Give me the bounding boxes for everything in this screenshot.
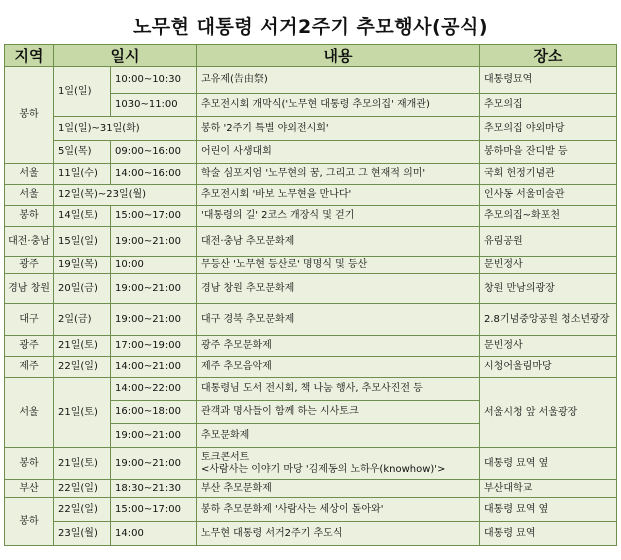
- content-cell: 학술 심포지엄 '노무현의 꿈, 그리고 그 현재적 의미': [197, 164, 480, 185]
- table-row: [5, 304, 617, 336]
- venue-cell: 대통령 묘역 옆: [480, 498, 617, 522]
- content-cell: 봉하 '2주기 특별 야외전시회': [197, 117, 480, 141]
- table-row: [5, 498, 617, 522]
- time-cell: 14:00~21:00: [111, 357, 197, 378]
- date-cell: 22일(일): [54, 498, 111, 522]
- region-cell: 봉하: [5, 498, 54, 546]
- content-cell: 대통령님 도서 전시회, 책 나눔 행사, 추모사진전 등: [197, 378, 480, 401]
- date-cell: 14일(토): [54, 206, 111, 227]
- date-cell: 5일(목): [54, 141, 111, 164]
- region-cell: 대구: [5, 304, 54, 336]
- date-cell: 21일(토): [54, 378, 111, 448]
- content-cell: '대통령의 길' 2코스 개장식 및 걷기: [197, 206, 480, 227]
- table-row: [5, 67, 617, 94]
- region-cell: 제주: [5, 357, 54, 378]
- time-cell: 18:30~21:30: [111, 480, 197, 498]
- time-cell: 19:00~21:00: [111, 227, 197, 257]
- header-region: 지역: [5, 45, 54, 67]
- content-cell: 노무현 대통령 서거2주기 추도식: [197, 522, 480, 546]
- venue-cell: 추모의집~화포천: [480, 206, 617, 227]
- date-cell: 21일(토): [54, 336, 111, 357]
- venue-cell: 대통령묘역: [480, 67, 617, 94]
- region-cell: 서울: [5, 378, 54, 448]
- date-cell: 22일(일): [54, 480, 111, 498]
- time-cell: 17:00~19:00: [111, 336, 197, 357]
- content-cell: 어린이 사생대회: [197, 141, 480, 164]
- date-cell: 11일(수): [54, 164, 111, 185]
- header-content: 내용: [197, 45, 480, 67]
- venue-cell: 추모의집: [480, 94, 617, 117]
- content-cell: 제주 추모음악제: [197, 357, 480, 378]
- venue-cell: 부산대학교: [480, 480, 617, 498]
- content-cell: 대구 경북 추모문화제: [197, 304, 480, 336]
- date-cell: 1일(일): [54, 67, 111, 117]
- table-row: [5, 357, 617, 378]
- time-cell: 15:00~17:00: [111, 498, 197, 522]
- date-cell: 15일(일): [54, 227, 111, 257]
- time-cell: 19:00~21:00: [111, 304, 197, 336]
- date-cell: 22일(일): [54, 357, 111, 378]
- region-cell: 광주: [5, 257, 54, 274]
- venue-cell: 인사동 서울미술관: [480, 185, 617, 206]
- content-line-1: 토크콘서트: [201, 451, 250, 463]
- content-cell: [197, 448, 480, 480]
- content-cell: 광주 추모문화제: [197, 336, 480, 357]
- table-row: [5, 522, 617, 546]
- date-cell: 12일(목)~23일(월): [54, 185, 197, 206]
- page-title: 노무현 대통령 서거2주기 추모행사(공식): [132, 16, 489, 38]
- region-cell: 서울: [5, 185, 54, 206]
- venue-cell: 2.8기념중앙공원 청소년광장: [480, 304, 617, 336]
- table-row: [5, 336, 617, 357]
- content-cell: 부산 추모문화제: [197, 480, 480, 498]
- region-cell: 서울: [5, 164, 54, 185]
- content-cell: 관객과 명사들이 함께 하는 시사토크: [197, 401, 480, 424]
- region-cell: 대전·충남: [5, 227, 54, 257]
- time-cell: 10:00: [111, 257, 197, 274]
- venue-cell: 창원 만남의광장: [480, 274, 617, 304]
- content-cell: 추모전시회 '바보 노무현을 만나다': [197, 185, 480, 206]
- content-cell: 고유제(告由祭): [197, 67, 480, 94]
- content-cell: 경남 창원 추모문화제: [197, 274, 480, 304]
- venue-cell: 국회 헌정기념관: [480, 164, 617, 185]
- header-row: [5, 45, 617, 67]
- time-cell: 14:00~16:00: [111, 164, 197, 185]
- venue-cell: 대통령 묘역: [480, 522, 617, 546]
- table-row: [5, 227, 617, 257]
- table-row: [5, 206, 617, 227]
- date-cell: 23일(월): [54, 522, 111, 546]
- time-cell: 09:00~16:00: [111, 141, 197, 164]
- region-cell: 광주: [5, 336, 54, 357]
- table-row: [5, 378, 617, 401]
- region-cell: 봉하: [5, 67, 54, 164]
- time-cell: 1030~11:00: [111, 94, 197, 117]
- table-row: [5, 164, 617, 185]
- venue-cell: 문빈정사: [480, 257, 617, 274]
- header-venue: 장소: [480, 45, 617, 67]
- table-row: [5, 257, 617, 274]
- venue-cell: 대통령 묘역 옆: [480, 448, 617, 480]
- region-cell: 부산: [5, 480, 54, 498]
- venue-cell: 봉하마을 잔디밭 등: [480, 141, 617, 164]
- time-cell: 14:00: [111, 522, 197, 546]
- table-row: [5, 448, 617, 480]
- time-cell: 19:00~21:00: [111, 274, 197, 304]
- region-cell: 봉하: [5, 448, 54, 480]
- region-cell: 봉하: [5, 206, 54, 227]
- content-cell: 대전·충남 추모문화제: [197, 227, 480, 257]
- venue-cell: 시청어울림마당: [480, 357, 617, 378]
- content-cell: 추모전시회 개막식('노무현 대통령 추모의집' 재개관): [197, 94, 480, 117]
- time-cell: 19:00~21:00: [111, 424, 197, 448]
- time-cell: 19:00~21:00: [111, 448, 197, 480]
- time-cell: 15:00~17:00: [111, 206, 197, 227]
- date-cell: 20일(금): [54, 274, 111, 304]
- time-cell: 14:00~22:00: [111, 378, 197, 401]
- venue-cell: 유림공원: [480, 227, 617, 257]
- table-row: [5, 141, 617, 164]
- table-row: [5, 185, 617, 206]
- table-row: [5, 117, 617, 141]
- time-cell: 10:00~10:30: [111, 67, 197, 94]
- date-cell: 21일(토): [54, 448, 111, 480]
- time-cell: 16:00~18:00: [111, 401, 197, 424]
- venue-cell: 추모의집 야외마당: [480, 117, 617, 141]
- header-datetime: 일시: [54, 45, 197, 67]
- event-table: [4, 44, 617, 546]
- content-cell: 추모문화제: [197, 424, 480, 448]
- venue-cell: 문빈정사: [480, 336, 617, 357]
- venue-cell: 서울시청 앞 서울광장: [480, 378, 617, 448]
- content-cell: 무등산 '노무현 등산로' 명명식 및 등산: [197, 257, 480, 274]
- date-cell: 19일(목): [54, 257, 111, 274]
- content-line-2: <사람사는 이야기 마당 '김제동의 노하우(knowhow)'>: [201, 463, 446, 475]
- table-row: [5, 480, 617, 498]
- date-cell: 2일(금): [54, 304, 111, 336]
- table-row: [5, 274, 617, 304]
- content-cell: 봉하 추모문화제 '사람사는 세상이 돌아와': [197, 498, 480, 522]
- region-cell: 경남 창원: [5, 274, 54, 304]
- date-cell: 1일(일)~31일(화): [54, 117, 197, 141]
